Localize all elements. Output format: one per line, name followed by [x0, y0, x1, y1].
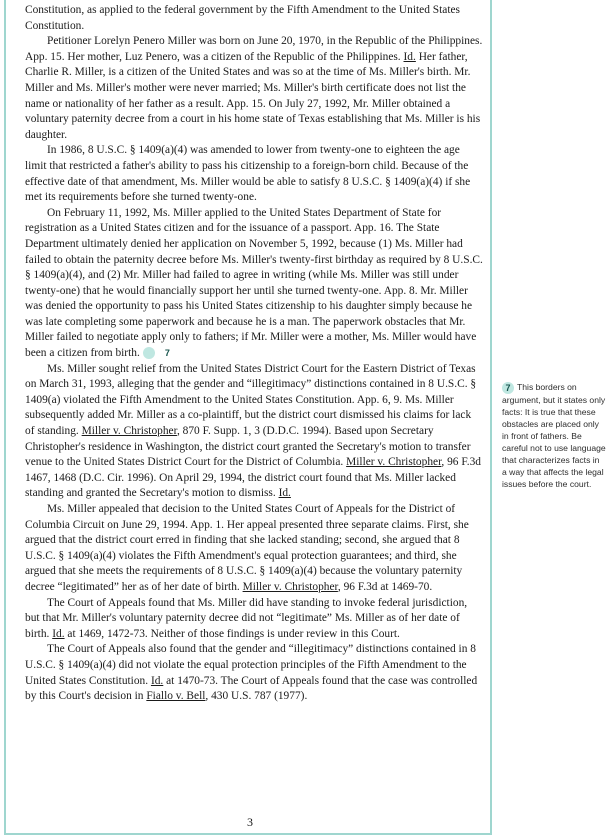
citation-id: Id. — [278, 487, 291, 500]
margin-note-text: This borders on argument, but it states only facts: It is true that these obstacles are placed only in front of fathers. Be careful not to use language that characterizes facts in a way that affects the legal issues before the court. — [502, 382, 606, 490]
annotation-marker: 7 — [143, 347, 155, 359]
text-run: The Court of Appeals found that Ms. Miller did have standing to invoke federal jurisdiction, but that Mr. Miller's voluntary paternity decree did not “legitimate” Ms. Miller as of her date of birth. — [25, 596, 468, 640]
text-run: , 96 F.3d 1467, 1468 (D.C. Cir. 1996). On April 29, 1994, the district court found that Ms. Miller lacked standing and granted the Secretary's motion to dismiss. — [25, 456, 482, 500]
text-run: , 96 F.3d at 1469-70. — [337, 580, 433, 593]
text-run: Petitioner Lorelyn Penero Miller was born on June 20, 1970, in the Republic of the Philippines. App. 15. Her mother, Luz Penero, was a citizen of the Republic of the Philippines. — [25, 35, 483, 63]
case-citation: Miller v. Christopher — [346, 456, 442, 469]
paragraph-findings — [25, 596, 483, 643]
text-run: On February 11, 1992, Ms. Miller applied to the United States Department of State for registration as a United States citizen and for the issuance of a passport. App. 16. The State Department ultimately denied her application on November 5, 1992, because (1) Ms. Miller had failed to obtain the paternity decree before Ms. Miller's twenty-first birthday as required by 8 U.S.C. § 1409(a)(4), and (2) Mr. Miller had failed to agree in writing (while Ms. Miller was still under twenty-one) that he would financially support her until she turned twenty-one. App. 8. Mr. Miller was denied the opportunity to pass his United States citizenship to his daughter simply because he was late completing some paperwork and because he is a man. The paperwork obstacles that Mr. Miller failed to negotiate apply only to fathers; if Mr. Miller were a mother, Ms. Miller would have been a citizen from birth. — [25, 206, 483, 360]
citation-id: Id. — [52, 627, 65, 640]
citation-id: Id. — [403, 50, 416, 63]
text-run: Ms. Miller appealed that decision to the United States Court of Appeals for the District of Columbia Circuit on June 29, 1994. App. 1. Her appeal presented three separate claims. First, she argued that the district court erred in finding that she lacked standing; second, she argued that 8 U.S.C. § 1409(a)(4) violates the Fifth Amendment's equal protection guarantees; and third, she argued that she meets the requirements of 8 U.S.C. § 1409(a)(4) because the voluntary paternity decree “legitimated” her as of her date of birth. — [25, 503, 469, 593]
margin-note-marker: 7 — [502, 382, 514, 394]
brief-text — [25, 3, 483, 705]
case-citation: Miller v. Christopher — [242, 580, 338, 593]
paragraph-equal-protection — [25, 642, 483, 704]
text-run: The Court of Appeals also found that the gender and “illegitimacy” distinctions contained in 8 U.S.C. § 1409(a)(4) did not violate the equal protection principles of the Fifth Amendment to the United States Constitution. — [25, 643, 476, 687]
text-run: , 870 F. Supp. 1, 3 (D.D.C. 1994). Based upon Secretary Christopher's residence in Washington, the district court granted the Secretary's motion to transfer venue to the United States District Court for the District of Columbia. — [25, 425, 471, 469]
case-citation: Fiallo v. Bell — [146, 690, 206, 703]
case-citation: Miller v. Christopher — [81, 425, 177, 438]
paragraph-amendment: In 1986, 8 U.S.C. § 1409(a)(4) was amended to lower from twenty-one to eighteen the age limit that restricted a father's ability to pass his citizenship to a foreign-born child. Because of the effective date of that amendment, Ms. Miller would be able to satisfy 8 U.S.C. § 1409(a)(4) if she met its requirements before she turned twenty-one. — [25, 144, 471, 204]
paragraph-0: Constitution, as applied to the federal government by the Fifth Amendment to the United States Constitution. — [25, 4, 460, 32]
paragraph-district-court — [25, 362, 483, 502]
text-run: Ms. Miller sought relief from the United States District Court for the Eastern District of Texas on March 31, 1993, alleging that the gender and “illegitimacy” distinctions contained in 8 U.S.C. § 1409(a) violated the Fifth Amendment to the United States Constitution. App. 6, 9. Ms. Miller subsequently added Mr. Miller as a co-plaintiff, but the district court dismissed his claims for lack of standing. — [25, 362, 477, 438]
text-run: Her father, Charlie R. Miller, is a citizen of the United States and was so at the time of Ms. Miller's birth. Mr. Miller and Ms. Miller's mother were never married; Ms. Miller's birth certificate does not list the name or nationality of her father as a result. App. 15. On July 27, 1992, Mr. Miller obtained a voluntary paternity decree from a court in his home state of Texas establishing that Ms. Miller is his daughter. — [25, 50, 481, 141]
text-run: at 1469, 1472-73. Neither of those findings is under review in this Court. — [64, 627, 400, 640]
text-run: at 1470-73. The Court of Appeals found that the case was controlled by this Court's decision in — [25, 674, 478, 703]
text-run: , 430 U.S. 787 (1977). — [205, 690, 308, 703]
citation-id: Id. — [150, 674, 164, 687]
paragraph-appeal — [25, 502, 483, 596]
margin-note — [502, 381, 606, 490]
paragraph-application — [25, 206, 483, 362]
page-number: 3 — [247, 815, 253, 829]
paragraph-birth — [25, 34, 483, 143]
brief-page — [4, 0, 492, 835]
